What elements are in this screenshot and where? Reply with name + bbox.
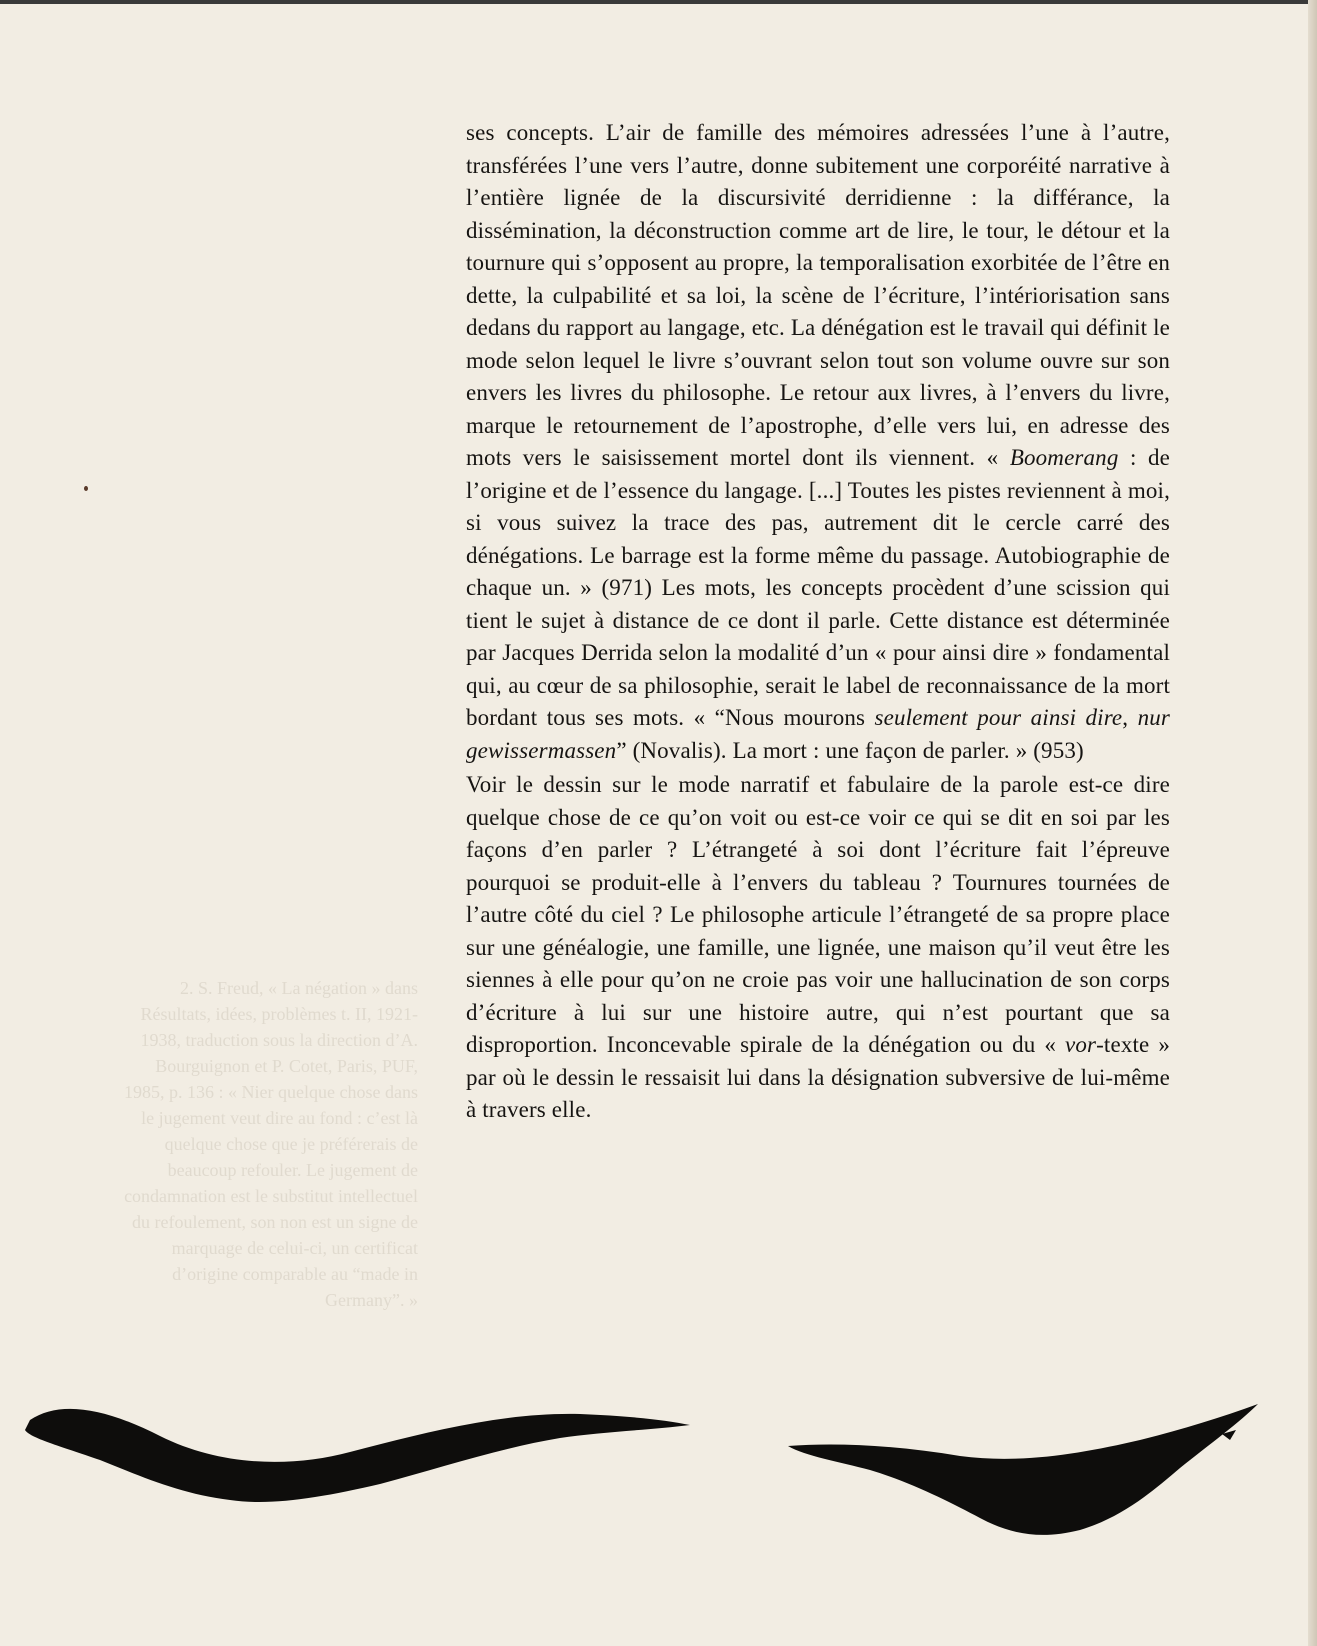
paragraph-1-italic-pour-ainsi-dire: seulement pour ainsi dire (874, 705, 1123, 730)
paragraph-2-text-1: Voir le dessin sur le mode narratif et fabulaire de la parole est-ce dire quelque chose de ce qu’on voit ou est-ce voir ce qui se dit en soi par les façons d’en parler ? L’étrangeté à soi dont l’écriture fait l’épreuve pourquoi se produit-elle à l’envers du tableau ? Tournures tournées de l’autre côté du ciel ? Le philosophe articule l’étrangeté de sa propre place sur une généalogie, une famille, une lignée, une maison qu’il veut être les siennes à elle pour qu’on ne croie pas voir une hallucination de son corps d’écriture à lui sur une histoire autre, qui n’est pourtant que sa disproportion. Inconcevable spirale de la dénégation ou du « (466, 772, 1170, 1057)
paragraph-1-text-4: ” (Novalis). La mort : une façon de parler. » (953) (616, 737, 1084, 763)
paragraph-2-text-2: -texte » par où le dessin le ressaisit lui dans la désignation subversive de lui-même à travers elle. (466, 1032, 1171, 1122)
page-top-edge (0, 0, 1317, 4)
body-text (466, 117, 1170, 1127)
brush-stroke-illustration (0, 1398, 1317, 1638)
paragraph-2 (466, 769, 1170, 1127)
paragraph-1-italic-boomerang: Boomerang (1009, 445, 1119, 470)
paragraph-1-text-2: : de l’origine et de l’essence du langage. [...] Toutes les pistes reviennent à moi, si vous suivez la trace des pas, autrement dit le cercle carré des dénégations. Le barrage est la forme même du passage. Autobiographie de chaque un. » (971) Les mots, les concepts procèdent d’une scission qui tient le sujet à distance de ce dont il parle. Cette distance est déterminée par Jacques Derrida selon la modalité d’un « pour ainsi dire » fondamental qui, au cœur de sa philosophie, serait le label de reconnaissance de la mort bordant tous ses mots. « “Nous mourons (466, 445, 1170, 730)
paragraph-1-italic-german: nur gewissermassen (466, 705, 1170, 763)
brush-stroke-left (25, 1409, 690, 1502)
paragraph-1 (466, 117, 1170, 767)
paragraph-2-italic-vor: vor (1065, 1032, 1097, 1057)
brush-stroke-right (788, 1404, 1258, 1535)
paragraph-1-text-3: , (1122, 705, 1138, 730)
ink-speck (84, 486, 88, 491)
paragraph-1-text-1: ses concepts. L’air de famille des mémoires adressées l’une à l’autre, transférées l’une vers l’autre, donne subitement une corporéité narrative à l’entière lignée de la discursivité derridienne : la différance, la dissémination, la déconstruction comme art de lire, le tour, le détour et la tournure qui s’opposent au propre, la temporalisation exorbitée de l’être en dette, la culpabilité et sa loi, la scène de l’écriture, l’intériorisation sans dedans du rapport au langage, etc. La dénégation est le travail qui définit le mode selon lequel le livre s’ouvrant selon tout son volume ouvre sur son envers les livres du philosophe. Le retour aux livres, à l’envers du livre, marque le retournement de l’apostrophe, d’elle vers lui, en adresse des mots vers le saisissement mortel dont ils viennent. « (466, 120, 1170, 470)
bleed-through-footnote: 2. S. Freud, « La négation » dans Résultats, idées, problèmes t. II, 1921-1938, traduction sous la direction d’A. Bourguignon et P. Cotet, Paris, PUF, 1985, p. 136 : « Nier quelque chose dans le jugement veut dire au fond : c’est là quelque chose que je préférerais de beaucoup refouler. Le jugement de condamnation est le substitut intellectuel du refoulement, son non est un signe de marquage de celui-ci, un certificat d’origine comparable au “made in Germany”. » (124, 978, 418, 1310)
